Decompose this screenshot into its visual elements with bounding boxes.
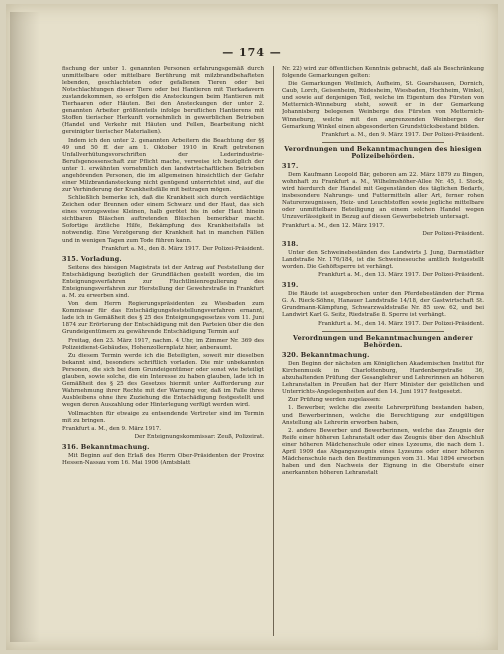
paragraph: Nr. 22) wird zur öffentlichen Kenntnis gebracht, daß als Beschränkung folgende Gemarkungen gelten: — [282, 66, 484, 80]
paragraph: Zur Prüfung werden zugelassen: — [288, 397, 381, 404]
section-heading: 315. Vorladung. — [62, 254, 122, 263]
paragraph: Dem Kaufmann Leopold Bär, geboren am 22. März 1879 zu Bingen, wohnhaft zu Frankfurt a. M., Wilhelmshöher-Allee Nr. 45, I. Stock, wird hierdurch der Handel mit Gegenständen des täglichen Bedarfs, insbesondere Nahrungs- und Futtermitteln aller Art, ferner rohen Naturerzeugnissen, Heiz- und Leuchtstoffen sowie jegliche mittelbare oder unmittelbare Beteiligung an einem solchen Handel wegen Unzuverlässigkeit in Bezug auf diesen Gewerbebetrieb untersagt. — [282, 171, 484, 221]
paragraph: Indem ich den unter 2. genannten Arbeitern die Beachtung der §§ 49 und 50 ff. der am 1. Oktober 1910 in Kraft getretenen Unfallverhütungsvorschriften der Lederindustrie-Berufsgenossenschaft zur Pflicht mache, verweise ich bezüglich der unter 1. erwähnten vornehmlich den landwirtschaftlichen Betrieben angehörenden Personen, die im allgemeinen hinsichtlich der Gefahr einer Milzbrandansteckung nicht genügend unterrichtet sind, auf die zur Verhinderung der Krankheitsfälle mit beitragen mögen. — [62, 137, 264, 193]
paragraph: Die Gemarkungen Wellmich, Aufheim, St. Goarshausen, Dornich, Caub, Lorch, Geisenheim, Rüdesheim, Wiesbaden, Hochheim, Winkel, und sowie auf denjenigen Teil, welche im Eigentum des Fürsten von Metternich-Winneburg steht, soweit er in der Gemarkung Johannisberg belegenen Weinberge des Fürsten von Metternich-Winneburg, welche mit den angrenzenden Weinbergen der Gemarkung Winkel einen abgesonderten Grundstücksbestand bilden. — [282, 81, 484, 130]
paragraph: Unter den Schweinebeständen des Landwirts J. Jung, Darmstädter Landstraße Nr. 176/184, ist die Schweineseuche amtlich festgestellt worden. Die Gehöftsperre ist verhängt. — [282, 249, 484, 270]
binding-shadow — [10, 12, 40, 642]
paragraph: 2. andere Bewerber und Bewerberinnen, welche das Zeugnis der Reife einer höheren Lehranstalt oder das Zeugnis über den Abschluß einer höheren Mädchenschule oder eines Lyzeums, die nach dem 1. April 1909 das Abgangszeugnis eines Lyzeums oder einer höheren Mädchenschule nach den Bestimmungen vom 31. Mai 1894 erworben haben und den Nachweis der Eignung in die Oberstufe einer anerkannten höheren Lehranstalt — [282, 427, 484, 477]
column-rule — [273, 66, 274, 636]
signature-line: Frankfurt a. M., den 8. März 1917. Der Polizei-Präsident. — [101, 245, 264, 252]
paragraph: fischung der unter 1. genannten Personen erfahrungsgemäß durch unmittelbare oder mittelbare Berührung mit milzbrandbehafteten lebenden, geschlachteten oder gefallenen Tieren oder bei Notschlachtungen dieser Tiere oder bei Hantieren mit Tierkadavern zustandekommen, so erfolgen die Ansteckungen beim Hantieren mit Tierhaaren oder Häuten. Bei den Ansteckungen der unter 2. genannten Arbeiter größtenteils infolge beruflichen Hantierens mit Stoffen tierischer Herkunft vornehmlich in gewerblichen Betrieben (Handel und Verkehr mit Häuten und Fellen, Bearbeitung nicht gereinigter tierischer Materialien). — [62, 66, 264, 136]
left-column — [62, 66, 264, 636]
page-number: — 174 — — [222, 46, 282, 59]
section-heading: 316. Bekanntmachung. — [62, 443, 150, 452]
separator — [322, 331, 444, 332]
paragraph: Seitens des hiesigen Magistrats ist der Antrag auf Feststellung der Entschädigung bezüglich der Grundflächen gestellt worden, die im Enteignungsverfahren zur Fluchtlinienregulierung des Enteignungsverfahren zur Herstellung der Gewehrstraße in Frankfurt a. M. zu erwerben sind. — [62, 264, 264, 300]
section-heading: Verordnungen und Bekanntmachungen anderer Behörden. — [293, 333, 473, 349]
section-heading: Verordnungen und Bekanntmachungen des hiesigen Polizeibehörden. — [284, 144, 482, 160]
signature-line: Der Polizei-Präsident. — [422, 230, 484, 237]
paragraph: 1. Bewerber, welche die zweite Lehrerprüfung bestanden haben, und Bewerberinnen, welche die Berechtigung zur endgültigen Anstellung als Lehrerin erworben haben, — [282, 405, 484, 426]
paragraph: Die Räude ist ausgebrochen unter den Pferdebeständen der Firma G. A. Rieck-Söhne, Hanauer Landstraße 14/18, der Gastwirtschaft St. Grundmann-Kämpfung, Schwarzwaldstraße Nr. 85 usw. 62, und bei Landwirt Karl G. Seitz, Riedstraße 8. Sperre ist verhängt. — [282, 291, 484, 319]
paragraph: Von dem Herrn Regierungspräsidenten zu Wiesbaden zum Kommissar für das Entschädigungsfeststellungsverfahren ernannt, lade ich in Gemäßheit des § 25 des Enteignungsgesetzes vom 11. Juni 1874 zur Erörterung der Entschädigung mit den Parteien über die den Grundeigentümern zu gewährende Entschädigung Termin auf — [62, 301, 264, 336]
separator — [322, 142, 444, 143]
right-column — [282, 66, 484, 636]
signature-line: Frankfurt a. M., den 12. März 1917. — [282, 222, 385, 229]
document-page — [6, 4, 498, 650]
signature-line: Frankfurt a. M., den 9. März 1917. Der Polizei-Präsident. — [321, 131, 484, 138]
section-heading: 320. Bekanntmachung. — [282, 350, 370, 359]
signature-line: Der Enteignungskommissar: Zeuß, Polizeirat. — [134, 434, 264, 441]
section-number: 319. — [282, 281, 299, 290]
paragraph: Vollmachten für etwaige zu entsendende Vertreter sind im Termin mit zu bringen. — [62, 410, 264, 424]
signature-line: Frankfurt a. M., den 14. März 1917. Der Polizei-Präsident. — [317, 320, 484, 327]
paragraph: Freitag, den 23. März 1917, nachm. 4 Uhr, im Zimmer Nr. 369 des Polizeidienst-Gebäudes, Hohenzollernplatz hier, anberaumt. — [62, 337, 264, 351]
paragraph: Mit Beginn auf den Erlaß des Herrn Ober-Präsidenten der Provinz Hessen-Nassau vom 16. Mai 1906 (Amtsblatt — [62, 453, 264, 467]
paragraph: Den Beginn der nächsten am Königlichen Akademischen Institut für Kirchenmusik in Charlottenburg, Hardenbergstraße 36, abzuhaltenden Prüfung der Gesanglehrer und Lehrerinnen an höheren Lehranstalten in Preußen hat der Herr Minister der geistlichen und Unterrichts-Angelegenheiten auf den 14. Juni 1917 festgesetzt. — [282, 360, 484, 395]
section-number: 318. — [282, 239, 299, 248]
paragraph: Zu diesem Termin werde ich die Beteiligten, soweit mir dieselben bekannt sind, besonders schriftlich vorladen. Die mir unbekannten Personen, die sich bei dem Grundeigentümer oder sonst wie beteiligt glauben, sowie solche, die ein Interesse zu haben glauben, lade ich in Gemäßheit des § 25 des Gesetzes hiermit unter Aufforderung zur Wahrnehmung ihrer Rechte mit der Warnung vor, daß im Falle ihres Ausbleibens ohne ihre Zuziehung die Entschädigung festgestellt und wegen deren Auszahlung oder Hinterlegung verfügt werden wird. — [62, 352, 264, 409]
signature-line: Frankfurt a. M., den 9. März 1917. — [62, 425, 162, 432]
section-number: 317. — [282, 161, 299, 170]
paragraph: Schließlich bemerke ich, daß die Krankheit sich durch verdächtige Zeichen oder Brennen oder einem Schwarz und der Haut, das sich eines vorzugsweise Kleinen, halb gerötet bis in oder Haut hinein sichtbaren Bläschen auftretenden Blüschen bemerkbar macht. Sofortige ärztliche Hilfe, Bekämpfung des Krankheitsfalls ist notwendig. Eine Verzögerung der Krankheit hat in manchen Fällen und in wenigen Tagen zum Tode führen kann. — [62, 195, 264, 244]
signature-line: Frankfurt a. M., den 13. März 1917. Der Polizei-Präsident. — [317, 272, 484, 279]
